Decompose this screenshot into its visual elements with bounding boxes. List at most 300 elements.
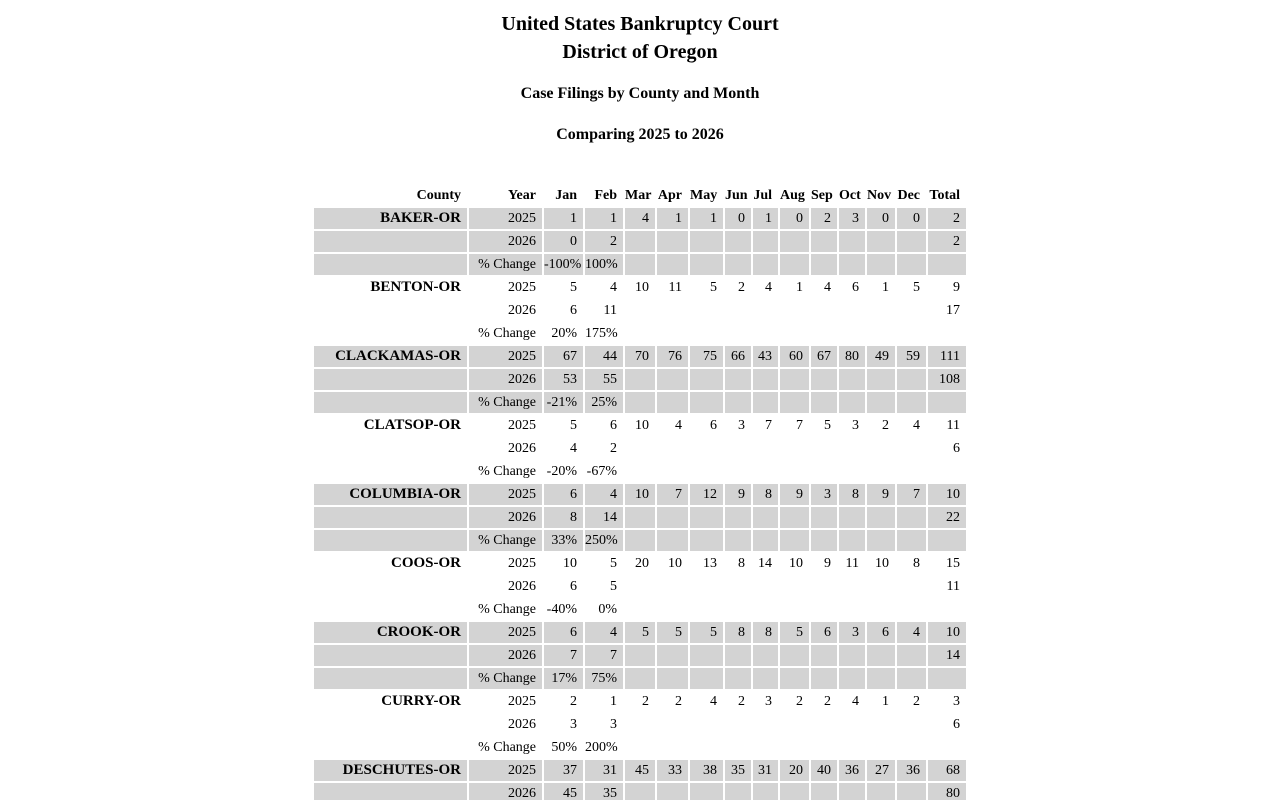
month-empty <box>725 507 751 528</box>
month-empty <box>811 714 837 735</box>
month-empty <box>780 300 809 321</box>
month-empty <box>780 392 809 413</box>
table-row <box>314 323 966 344</box>
year-label: 2026 <box>469 645 542 666</box>
month-empty <box>753 668 778 689</box>
month-value: 43 <box>753 346 778 367</box>
pct-change-value: -67% <box>586 464 617 479</box>
month-empty <box>867 254 895 275</box>
month-empty <box>897 714 926 735</box>
month-value: 44 <box>585 346 623 367</box>
month-empty <box>867 668 895 689</box>
month-empty <box>657 461 688 482</box>
year-label: 2025 <box>508 418 536 433</box>
pct-change-value: 50% <box>551 740 577 755</box>
month-value: 7 <box>544 645 583 666</box>
month-value: 10 <box>635 418 649 433</box>
pct-change-value: 100% <box>585 254 623 275</box>
county-spacer <box>314 783 467 800</box>
month-empty <box>811 254 837 275</box>
month-value: 4 <box>852 694 859 709</box>
month-value: 8 <box>753 484 778 505</box>
month-empty <box>897 576 926 597</box>
report-title-line2: District of Oregon <box>562 41 718 63</box>
month-value: 36 <box>897 760 926 781</box>
total-value: 9 <box>953 280 960 295</box>
total-empty <box>928 599 966 620</box>
column-header-feb: Feb <box>585 185 623 206</box>
month-value: 4 <box>897 622 926 643</box>
report-subtitle: Case Filings by County and Month <box>520 85 760 102</box>
column-header-aug: Aug <box>780 185 809 206</box>
month-empty <box>657 599 688 620</box>
column-header-dec: Dec <box>897 185 926 206</box>
month-value: 4 <box>824 280 831 295</box>
month-empty <box>657 438 688 459</box>
month-empty <box>897 461 926 482</box>
month-value: 5 <box>570 418 577 433</box>
pct-change-label: % Change <box>478 326 536 341</box>
year-label: 2025 <box>508 280 536 295</box>
county-spacer <box>314 599 467 620</box>
pct-change-value: -40% <box>546 602 577 617</box>
month-empty <box>780 714 809 735</box>
month-value: 10 <box>668 556 682 571</box>
month-empty <box>725 323 751 344</box>
month-empty <box>780 576 809 597</box>
month-value: 0 <box>897 208 926 229</box>
report-title-line1: United States Bankruptcy Court <box>501 13 779 35</box>
total-value: 22 <box>928 507 966 528</box>
county-spacer <box>314 668 467 689</box>
column-header-may: May <box>690 185 723 206</box>
month-empty <box>811 461 837 482</box>
month-empty <box>753 507 778 528</box>
month-empty <box>811 530 837 551</box>
county-spacer <box>314 507 467 528</box>
month-value: 70 <box>625 346 655 367</box>
total-value: 2 <box>928 208 966 229</box>
pct-change-label: % Change <box>469 254 542 275</box>
month-value: 40 <box>811 760 837 781</box>
total-empty <box>928 323 966 344</box>
month-empty <box>657 530 688 551</box>
month-empty <box>780 438 809 459</box>
month-empty <box>657 645 688 666</box>
column-header-apr: Apr <box>657 185 688 206</box>
month-empty <box>780 668 809 689</box>
month-value: 67 <box>544 346 583 367</box>
month-empty <box>657 369 688 390</box>
month-value: 1 <box>585 208 623 229</box>
month-empty <box>753 369 778 390</box>
month-value: 35 <box>725 760 751 781</box>
month-value: 6 <box>544 622 583 643</box>
month-value: 2 <box>642 694 649 709</box>
total-value: 11 <box>946 579 960 594</box>
year-label: 2026 <box>469 369 542 390</box>
total-value: 111 <box>928 346 966 367</box>
month-empty <box>811 576 837 597</box>
month-value: 0 <box>780 208 809 229</box>
month-empty <box>897 392 926 413</box>
month-value: 2 <box>610 441 617 456</box>
month-empty <box>839 737 865 758</box>
month-empty <box>811 231 837 252</box>
month-value: 4 <box>585 484 623 505</box>
month-value: 11 <box>668 280 682 295</box>
county-spacer <box>314 369 467 390</box>
pct-change-value: 175% <box>585 326 618 341</box>
month-value: 0 <box>867 208 895 229</box>
month-empty <box>625 599 655 620</box>
month-value: 6 <box>811 622 837 643</box>
month-empty <box>867 737 895 758</box>
month-empty <box>657 576 688 597</box>
month-empty <box>867 438 895 459</box>
pct-change-label: % Change <box>469 530 542 551</box>
month-empty <box>690 300 723 321</box>
month-empty <box>625 507 655 528</box>
month-empty <box>753 231 778 252</box>
month-empty <box>839 300 865 321</box>
month-empty <box>811 369 837 390</box>
month-value: 31 <box>753 760 778 781</box>
month-empty <box>725 714 751 735</box>
table-row <box>314 737 966 758</box>
month-empty <box>690 369 723 390</box>
column-header-jun: Jun <box>725 185 751 206</box>
month-value: 5 <box>610 556 617 571</box>
pct-change-value: 20% <box>551 326 577 341</box>
month-value: 5 <box>570 280 577 295</box>
month-empty <box>725 438 751 459</box>
total-empty <box>928 392 966 413</box>
month-empty <box>625 254 655 275</box>
month-empty <box>753 530 778 551</box>
month-empty <box>690 323 723 344</box>
month-value: 1 <box>610 694 617 709</box>
month-empty <box>690 530 723 551</box>
pct-change-value: 75% <box>585 668 623 689</box>
month-empty <box>811 323 837 344</box>
pct-change-value: -21% <box>544 392 583 413</box>
month-empty <box>690 461 723 482</box>
month-empty <box>867 645 895 666</box>
filings-table <box>312 183 968 800</box>
month-empty <box>753 714 778 735</box>
column-header-jul: Jul <box>753 185 778 206</box>
county-name: CLATSOP-OR <box>363 417 461 433</box>
pct-change-value: 250% <box>585 530 623 551</box>
month-empty <box>690 392 723 413</box>
month-value: 2 <box>738 694 745 709</box>
pct-change-label: % Change <box>469 668 542 689</box>
month-empty <box>839 438 865 459</box>
month-empty <box>690 737 723 758</box>
month-value: 6 <box>544 484 583 505</box>
month-empty <box>725 645 751 666</box>
month-value: 2 <box>824 694 831 709</box>
county-spacer <box>314 231 467 252</box>
pct-change-value: -20% <box>546 464 577 479</box>
month-value: 2 <box>738 280 745 295</box>
month-value: 4 <box>913 418 920 433</box>
month-empty <box>690 438 723 459</box>
month-value: 7 <box>765 418 772 433</box>
month-empty <box>780 323 809 344</box>
month-value: 6 <box>610 418 617 433</box>
county-spacer <box>314 323 467 344</box>
month-value: 4 <box>765 280 772 295</box>
month-value: 4 <box>675 418 682 433</box>
month-empty <box>897 668 926 689</box>
month-value: 2 <box>796 694 803 709</box>
month-empty <box>625 783 655 800</box>
month-value: 5 <box>780 622 809 643</box>
month-empty <box>690 783 723 800</box>
month-value: 11 <box>603 303 617 318</box>
month-empty <box>897 254 926 275</box>
month-value: 10 <box>789 556 803 571</box>
county-name: COOS-OR <box>390 555 461 571</box>
total-empty <box>928 461 966 482</box>
month-empty <box>657 300 688 321</box>
month-value: 4 <box>610 280 617 295</box>
month-value: 1 <box>544 208 583 229</box>
month-value: 13 <box>703 556 717 571</box>
month-empty <box>839 392 865 413</box>
year-label: 2025 <box>469 208 542 229</box>
month-empty <box>811 737 837 758</box>
county-name: CROOK-OR <box>314 622 467 643</box>
total-empty <box>928 530 966 551</box>
total-value: 108 <box>928 369 966 390</box>
county-name: BAKER-OR <box>314 208 467 229</box>
month-empty <box>780 507 809 528</box>
month-empty <box>625 231 655 252</box>
month-value: 8 <box>753 622 778 643</box>
year-label: 2026 <box>469 507 542 528</box>
month-empty <box>811 300 837 321</box>
month-value: 3 <box>839 208 865 229</box>
month-value: 6 <box>570 303 577 318</box>
month-value: 6 <box>710 418 717 433</box>
pct-change-value: -100% <box>544 254 583 275</box>
month-value: 12 <box>690 484 723 505</box>
month-empty <box>625 737 655 758</box>
month-value: 3 <box>839 622 865 643</box>
month-empty <box>725 783 751 800</box>
county-name: COLUMBIA-OR <box>314 484 467 505</box>
month-empty <box>725 231 751 252</box>
month-empty <box>725 668 751 689</box>
table-row <box>314 392 966 413</box>
pct-change-label: % Change <box>478 740 536 755</box>
month-empty <box>839 507 865 528</box>
table-row <box>314 783 966 800</box>
month-empty <box>753 645 778 666</box>
month-value: 6 <box>570 579 577 594</box>
total-value: 3 <box>953 694 960 709</box>
total-value: 10 <box>928 622 966 643</box>
month-empty <box>867 599 895 620</box>
column-header-nov: Nov <box>867 185 895 206</box>
table-row <box>314 668 966 689</box>
month-empty <box>753 323 778 344</box>
month-value: 8 <box>839 484 865 505</box>
month-empty <box>625 461 655 482</box>
month-value: 8 <box>544 507 583 528</box>
month-empty <box>897 231 926 252</box>
year-label: 2026 <box>508 717 536 732</box>
month-empty <box>753 254 778 275</box>
month-empty <box>625 576 655 597</box>
table-row <box>314 645 966 666</box>
county-spacer <box>314 300 467 321</box>
month-value: 20 <box>780 760 809 781</box>
month-value: 1 <box>690 208 723 229</box>
month-empty <box>839 599 865 620</box>
month-value: 7 <box>897 484 926 505</box>
month-empty <box>753 461 778 482</box>
table-row <box>314 530 966 551</box>
month-empty <box>690 714 723 735</box>
month-value: 5 <box>690 622 723 643</box>
month-empty <box>867 783 895 800</box>
month-value: 60 <box>780 346 809 367</box>
month-empty <box>897 599 926 620</box>
month-empty <box>811 599 837 620</box>
month-value: 49 <box>867 346 895 367</box>
month-empty <box>897 323 926 344</box>
month-value: 9 <box>780 484 809 505</box>
month-empty <box>839 369 865 390</box>
month-value: 0 <box>725 208 751 229</box>
month-empty <box>839 783 865 800</box>
month-empty <box>811 438 837 459</box>
month-value: 3 <box>765 694 772 709</box>
month-empty <box>657 392 688 413</box>
table-row <box>314 369 966 390</box>
month-value: 0 <box>544 231 583 252</box>
month-value: 3 <box>610 717 617 732</box>
total-value: 6 <box>953 717 960 732</box>
month-empty <box>897 507 926 528</box>
month-empty <box>780 231 809 252</box>
month-empty <box>625 645 655 666</box>
total-empty <box>928 737 966 758</box>
month-value: 9 <box>725 484 751 505</box>
month-empty <box>839 530 865 551</box>
month-value: 4 <box>710 694 717 709</box>
month-empty <box>867 392 895 413</box>
month-empty <box>625 323 655 344</box>
month-empty <box>780 783 809 800</box>
month-value: 35 <box>585 783 623 800</box>
month-empty <box>867 231 895 252</box>
table-row <box>314 714 966 735</box>
month-empty <box>867 530 895 551</box>
column-header-oct: Oct <box>839 185 865 206</box>
month-empty <box>657 783 688 800</box>
month-value: 27 <box>867 760 895 781</box>
month-empty <box>839 714 865 735</box>
report-title <box>0 10 1280 66</box>
month-value: 2 <box>675 694 682 709</box>
month-empty <box>657 507 688 528</box>
month-empty <box>839 668 865 689</box>
month-empty <box>867 461 895 482</box>
pct-change-value: 0% <box>598 602 617 617</box>
month-empty <box>657 323 688 344</box>
total-value: 68 <box>928 760 966 781</box>
total-value: 6 <box>953 441 960 456</box>
table-row <box>314 576 966 597</box>
month-value: 10 <box>563 556 577 571</box>
month-empty <box>780 254 809 275</box>
month-empty <box>897 530 926 551</box>
month-empty <box>780 461 809 482</box>
month-empty <box>725 254 751 275</box>
month-value: 5 <box>610 579 617 594</box>
month-empty <box>780 530 809 551</box>
table-row <box>314 599 966 620</box>
year-label: 2025 <box>469 346 542 367</box>
month-value: 75 <box>690 346 723 367</box>
month-empty <box>625 392 655 413</box>
month-value: 1 <box>753 208 778 229</box>
total-value: 80 <box>928 783 966 800</box>
year-label: 2026 <box>508 441 536 456</box>
month-value: 2 <box>882 418 889 433</box>
table-row <box>314 231 966 252</box>
month-empty <box>897 300 926 321</box>
month-empty <box>725 461 751 482</box>
month-value: 66 <box>725 346 751 367</box>
month-value: 8 <box>725 622 751 643</box>
month-empty <box>690 231 723 252</box>
total-value: 17 <box>946 303 960 318</box>
month-empty <box>725 392 751 413</box>
total-empty <box>928 254 966 275</box>
month-empty <box>725 599 751 620</box>
month-empty <box>867 576 895 597</box>
month-value: 14 <box>585 507 623 528</box>
month-empty <box>897 737 926 758</box>
month-value: 1 <box>657 208 688 229</box>
table-row <box>314 760 966 781</box>
month-value: 80 <box>839 346 865 367</box>
month-value: 6 <box>867 622 895 643</box>
column-header-year: Year <box>469 185 542 206</box>
month-empty <box>780 737 809 758</box>
pct-change-value: 25% <box>585 392 623 413</box>
month-empty <box>657 668 688 689</box>
month-empty <box>811 507 837 528</box>
month-value: 3 <box>852 418 859 433</box>
county-name: BENTON-OR <box>370 279 461 295</box>
month-value: 2 <box>570 694 577 709</box>
month-empty <box>753 599 778 620</box>
month-value: 4 <box>625 208 655 229</box>
table-row <box>314 438 966 459</box>
month-empty <box>725 300 751 321</box>
pct-change-value: 17% <box>544 668 583 689</box>
month-empty <box>657 231 688 252</box>
month-empty <box>753 438 778 459</box>
year-label: 2025 <box>469 484 542 505</box>
